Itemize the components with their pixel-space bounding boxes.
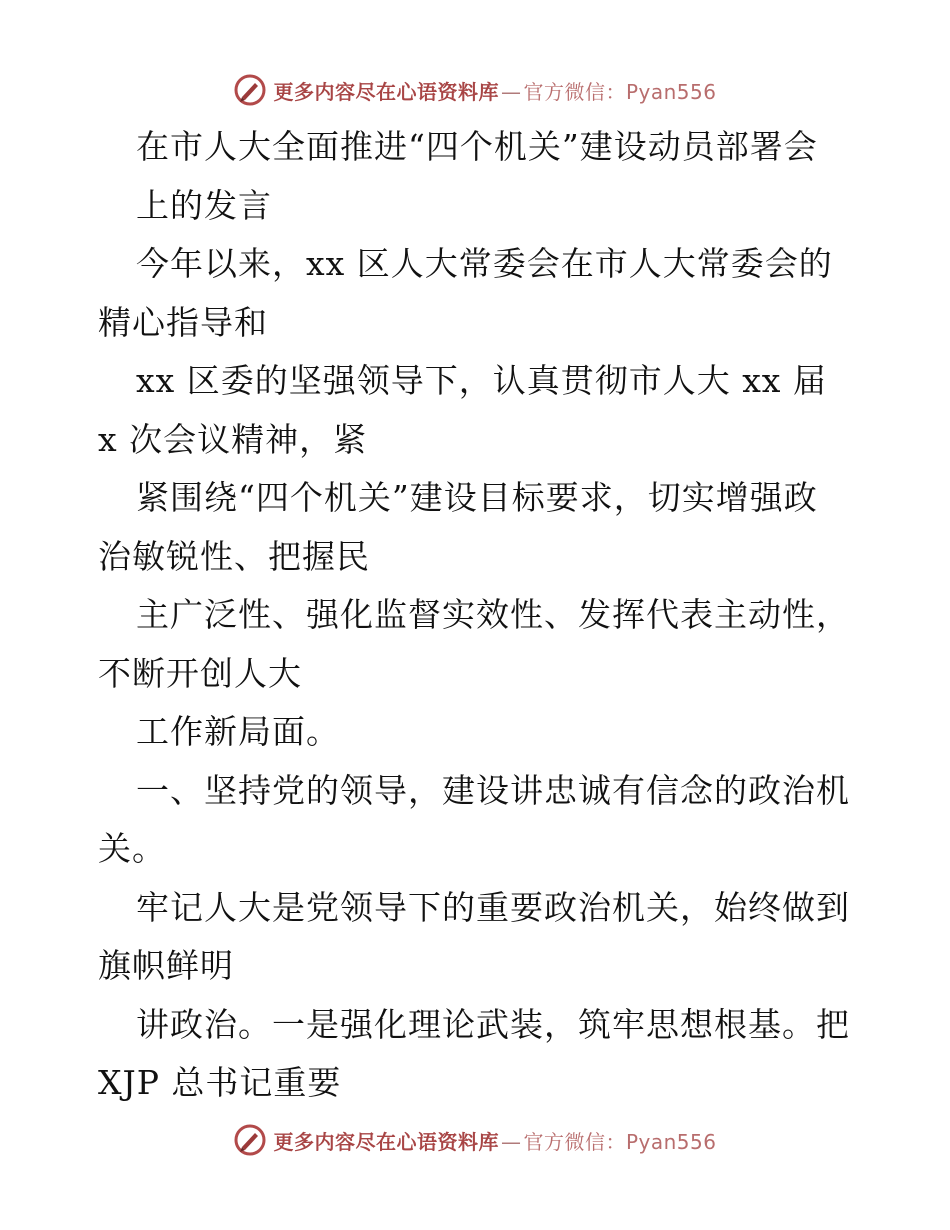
document-line: 牢记人大是党领导下的重要政治机关，始终做到 [136,887,850,927]
document-line: 不断开创人大 [98,653,302,693]
watermark-main: 更多内容尽在心语资料库 [273,79,499,104]
document-line: 在市人大全面推进“四个机关”建设动员部署会 [136,127,818,166]
watermark-dash: — [500,1129,522,1154]
footer-watermark [0,1120,950,1160]
document-line: 上的发言 [136,185,272,225]
watermark-text [273,76,716,105]
document-body [98,118,858,1113]
watermark-suffix: 官方微信：Pyan556 [523,79,717,104]
watermark-main: 更多内容尽在心语资料库 [273,1129,499,1154]
pen-circle-logo-icon [233,73,267,107]
document-line: xx 区委的坚强领导下，认真贯彻市人大 xx 届 [136,361,827,400]
watermark-dash: — [500,79,522,104]
document-line: x 次会议精神，紧 [98,419,368,459]
document-line: XJP 总书记重要 [98,1063,342,1102]
document-line: 旗帜鲜明 [98,946,234,985]
document-line: 一、坚持党的领导，建设讲忠诚有信念的政治机 [136,770,850,810]
document-line: 主广泛性、强化监督实效性、发挥代表主动性， [136,595,850,634]
document-line: 讲政治。一是强化理论武装，筑牢思想根基。把 [136,1004,850,1044]
header-watermark [0,70,950,110]
document-line: 治敏锐性、把握民 [98,536,370,576]
document-line: 精心指导和 [98,302,268,342]
document-line: 关。 [98,829,166,868]
watermark-text [273,1126,716,1155]
document-line: 紧围绕“四个机关”建设目标要求，切实增强政 [136,478,818,517]
pen-circle-logo-icon [233,1123,267,1157]
document-line: 今年以来，xx 区人大常委会在市人大常委会的 [136,244,833,283]
watermark-suffix: 官方微信：Pyan556 [523,1129,717,1154]
document-line: 工作新局面。 [136,712,340,751]
